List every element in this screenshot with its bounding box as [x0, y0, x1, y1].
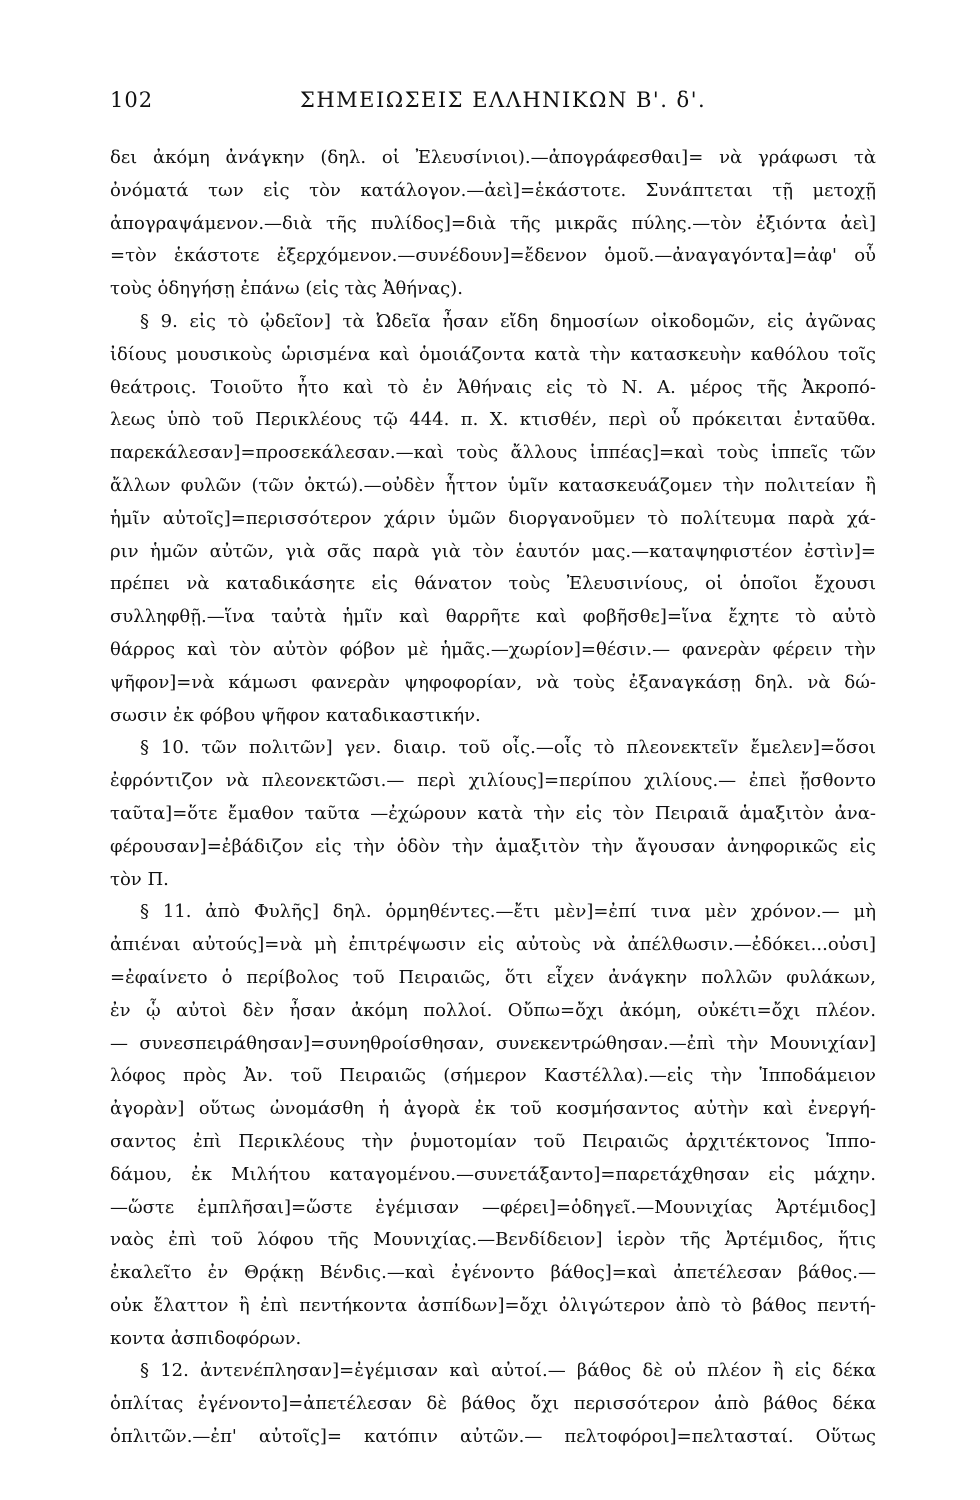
text-line: κοντα ἀσπιδοφόρων. [110, 1327, 302, 1349]
text-line: ὀνόματά των εἰς τὸν κατάλογον.—ἀεὶ]=ἑκάστοτε. Συνάπτεται τῇ μετοχῇ [110, 179, 876, 201]
text-line: § 12. ἀντενέπλησαν]=ἐγέμισαν καὶ αὐτοί.— βάθος δὲ οὐ πλέον ἢ εἰς δέκα [140, 1360, 876, 1382]
text-line: ἀπογραψάμενον.—διὰ τῆς πυλίδος]=διὰ τῆς μικρᾶς πύλης.—τὸν ἐξιόντα ἀεὶ] [110, 212, 876, 234]
text-line: —ὥστε ἐμπλῆσαι]=ὥστε ἐγέμισαν —φέρει]=ὁδηγεῖ.—Μουνιχίας Ἀρτέμιδος] [110, 1196, 876, 1218]
book-page [110, 88, 876, 1448]
text-line: ἄλλων φυλῶν (τῶν ὀκτώ).—οὐδὲν ἧττον ὑμῖν κατασκευάζομεν τὴν πολιτείαν ἢ [110, 474, 876, 496]
text-line: ἰδίους μουσικοὺς ὡρισμένα καὶ ὁμοιάζοντα κατὰ τὴν κατασκευὴν καθόλου τοῖς [110, 343, 876, 365]
text-line: συλληφθῇ.—ἵνα ταὐτὰ ἡμῖν καὶ θαρρῆτε καὶ φοβῆσθε]=ἵνα ἔχητε τὸ αὐτὸ [110, 606, 876, 628]
text-line: παρεκάλεσαν]=προσεκάλεσαν.—καὶ τοὺς ἄλλους ἱππέας]=καὶ τοὺς ἱππεῖς τῶν [110, 442, 876, 464]
text-line: λεως ὑπὸ τοῦ Περικλέους τῷ 444. π. Χ. κτισθέν, περὶ οὗ πρόκειται ἐνταῦθα. [110, 409, 876, 431]
text-line: ἐκαλεῖτο ἐν Θρᾴκῃ Βένδις.—καὶ ἐγένοντο βάθος]=καὶ ἀπετέλεσαν βάθος.— [110, 1262, 876, 1284]
text-line: οὐκ ἔλαττον ἢ ἐπὶ πεντήκοντα ἀσπίδων]=ὄχι ὀλιγώτερον ἀπὸ τὸ βάθος πεντή- [110, 1294, 876, 1316]
text-line: ἡμῖν αὐτοῖς]=περισσότερον χάριν ὑμῶν διοργανοῦμεν τὸ πολίτευμα παρὰ χά- [110, 507, 876, 529]
text-line: ἀγορὰν] οὕτως ὠνομάσθη ἡ ἀγορὰ ἐκ τοῦ κοσμήσαντος αὐτὴν καὶ ἐνεργή- [110, 1098, 876, 1120]
text-line: σαντος ἐπὶ Περικλέους τὴν ῥυμοτομίαν τοῦ Πειραιῶς ἀρχιτέκτονος Ἱππο- [110, 1130, 876, 1152]
text-line: — συνεσπειράθησαν]=συνηθροίσθησαν, συνεκεντρώθησαν.—ἐπὶ τὴν Μουνιχίαν] [110, 1032, 876, 1054]
text-line: θάρρος καὶ τὸν αὐτὸν φόβον μὲ ἡμᾶς.—χωρίον]=θέσιν.— φανερὰν φέρειν τὴν [110, 638, 876, 660]
commentary-text [110, 142, 876, 1454]
text-line: ὁπλιτῶν.—ἐπ' αὐτοῖς]= κατόπιν αὐτῶν.— πελτοφόροι]=πελτασταί. Οὕτως [110, 1426, 876, 1448]
text-line: ἀπιέναι αὐτούς]=νὰ μὴ ἐπιτρέψωσιν εἰς αὐτοὺς νὰ ἀπέλθωσιν.—ἐδόκει...οὐσι] [110, 934, 876, 956]
text-line: =ἐφαίνετο ὁ περίβολος τοῦ Πειραιῶς, ὅτι εἶχεν ἀνάγκην πολλῶν φυλάκων, [110, 966, 876, 988]
text-line: ριν ἡμῶν αὐτῶν, γιὰ σᾶς παρὰ γιὰ τὸν ἑαυτόν μας.—καταψηφιστέον ἐστὶν]= [110, 540, 876, 562]
text-line: τὸν Π. [110, 868, 169, 890]
page-header [110, 88, 876, 122]
text-line: δάμου, ἐκ Μιλήτου καταγομένου.—συνετάξαντο]=παρετάχθησαν εἰς μάχην. [110, 1163, 876, 1185]
text-line: ἐν ᾧ αὐτοὶ δὲν ἦσαν ἀκόμη πολλοί. Οὔπω=ὄχι ἀκόμη, οὐκέτι=ὄχι πλέον. [110, 999, 876, 1021]
text-line: § 9. εἰς τὸ ᾠδεῖον] τὰ Ὠδεῖα ἦσαν εἴδη δημοσίων οἰκοδομῶν, εἰς ἀγῶνας [140, 310, 876, 332]
text-line: ταῦτα]=ὅτε ἔμαθον ταῦτα —ἐχώρουν κατὰ τὴν εἰς τὸν Πειραιᾶ ἁμαξιτὸν ἀνα- [110, 802, 876, 824]
text-line: λόφος πρὸς Ἀν. τοῦ Πειραιῶς (σήμερον Καστέλλα).—εἰς τὴν Ἱπποδάμειον [110, 1065, 876, 1087]
text-line: φέρουσαν]=ἐβάδιζον εἰς τὴν ὁδὸν τὴν ἁμαξιτὸν τὴν ἄγουσαν ἀνηφορικῶς εἰς [110, 835, 876, 857]
text-line: § 11. ἀπὸ Φυλῆς] δηλ. ὁρμηθέντες.—ἔτι μὲν]=ἐπί τινα μὲν χρόνον.— μὴ [140, 901, 876, 923]
text-line: πρέπει νὰ καταδικάσητε εἰς θάνατον τοὺς Ἐλευσινίους, οἱ ὁποῖοι ἔχουσι [110, 573, 876, 595]
page-number: 102 [110, 88, 154, 112]
text-line: τοὺς ὁδηγήσῃ ἐπάνω (εἰς τὰς Ἀθήνας). [110, 278, 463, 300]
text-line: § 10. τῶν πολιτῶν] γεν. διαιρ. τοῦ οἷς.—οἷς τὸ πλεονεκτεῖν ἔμελεν]=ὅσοι [140, 737, 876, 759]
running-title: ΣΗΜΕΙΩΣΕΙΣ ΕΛΛΗΝΙΚΩΝ Β'. δ'. [300, 88, 707, 112]
text-line: δει ἀκόμη ἀνάγκην (δηλ. οἱ Ἐλευσίνιοι).—ἀπογράφεσθαι]= νὰ γράφωσι τὰ [110, 147, 876, 168]
text-line: =τὸν ἑκάστοτε ἐξερχόμενον.—συνέδουν]=ἔδενον ὁμοῦ.—ἀναγαγόντα]=ἀφ' οὗ [110, 245, 876, 267]
text-line: ὁπλίτας ἐγένοντο]=ἀπετέλεσαν δὲ βάθος ὄχι περισσότερον ἀπὸ βάθος δέκα [110, 1393, 876, 1415]
text-line: θεάτροις. Τοιοῦτο ἦτο καὶ τὸ ἐν Ἀθήναις εἰς τὸ Ν. Α. μέρος τῆς Ἀκροπό- [110, 376, 876, 398]
text-line: σωσιν ἐκ φόβου ψῆφον καταδικαστικήν. [110, 704, 481, 726]
text-line: ναὸς ἐπὶ τοῦ λόφου τῆς Μουνιχίας.—Βενδίδειον] ἱερὸν τῆς Ἀρτέμιδος, ἥτις [110, 1229, 876, 1251]
text-line: ψῆφον]=νὰ κάμωσι φανερὰν ψηφοφορίαν, νὰ τοὺς ἐξαναγκάσῃ δηλ. νὰ δώ- [110, 671, 876, 693]
text-line: ἐφρόντιζον νὰ πλεονεκτῶσι.— περὶ χιλίους]=περίπου χιλίους.— ἐπεὶ ᾔσθοντο [110, 770, 876, 792]
